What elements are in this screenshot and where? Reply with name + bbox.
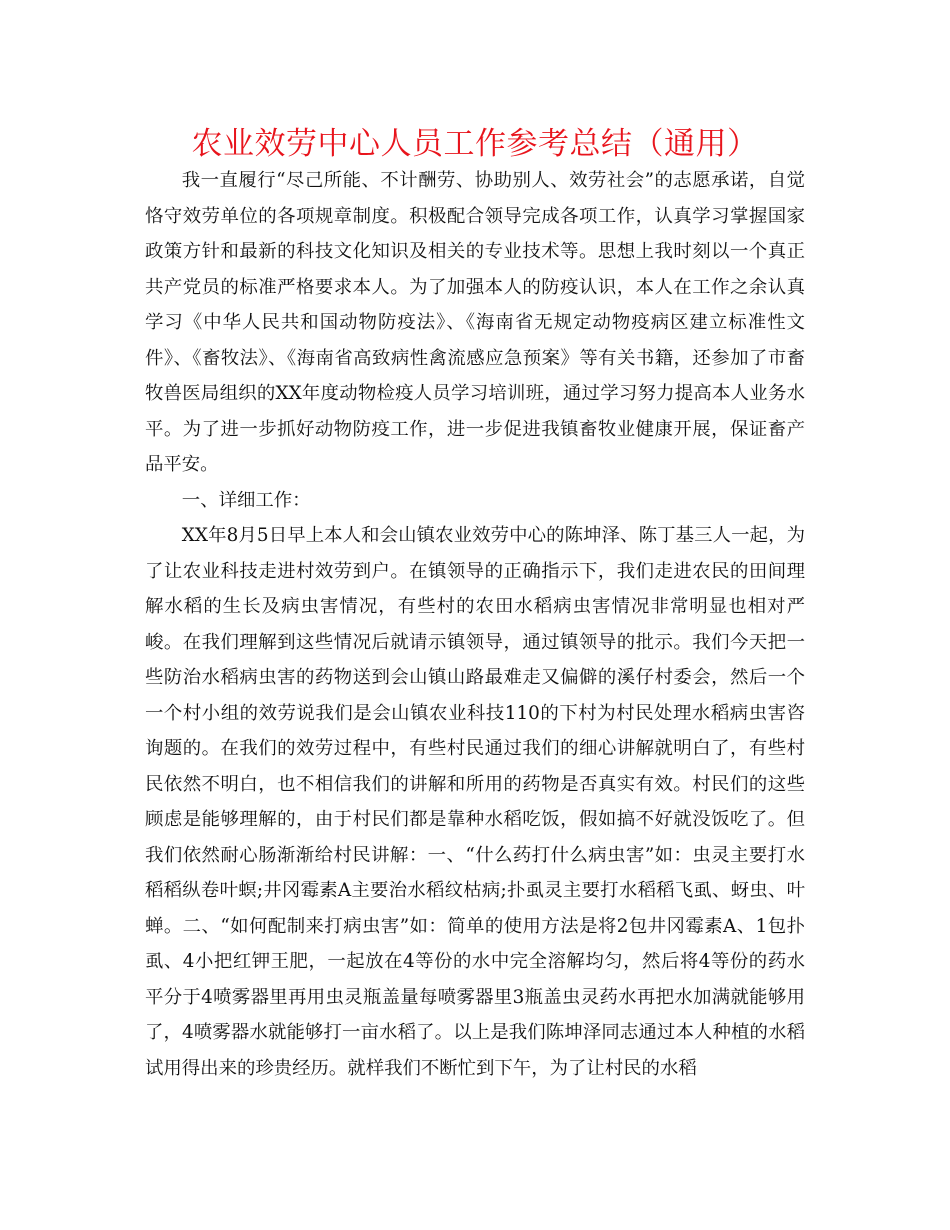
paragraph-intro: 我一直履行“尽己所能、不计酬劳、协助别人、效劳社会”的志愿承诺，自觉恪守效劳单位的各项规章制度。积极配合领导完成各项工作，认真学习掌握国家政策方针和最新的科技文化知识及相关的专业技术等。思想上我时刻以一个真正共产党员的标准严格要求本人。为了加强本人的防疫认识，本人在工作之余认真学习《中华人民共和国动物防疫法》、《海南省无规定动物疫病区建立标准性文件》、《畜牧法》、《海南省高致病性禽流感应急预案》等有关书籍，还参加了市畜牧兽医局组织的XX年度动物检疫人员学习培训班，通过学习努力提高本人业务水平。为了进一步抓好动物防疫工作，进一步促进我镇畜牧业健康开展，保证畜产品平安。 <box>145 170 805 475</box>
document-body <box>145 163 805 1086</box>
paragraph-work-detail: XX年8月5日早上本人和会山镇农业效劳中心的陈坤泽、陈丁基三人一起，为了让农业科技走进村效劳到户。在镇领导的正确指示下，我们走进农民的田间理解水稻的生长及病虫害情况，有些村的农田水稻病虫害情况非常明显也相对严峻。在我们理解到这些情况后就请示镇领导，通过镇领导的批示。我们今天把一些防治水稻病虫害的药物送到会山镇山路最难走又偏僻的溪仔村委会，然后一个一个村小组的效劳说我们是会山镇农业科技110的下村为村民处理水稻病虫害咨询题的。在我们的效劳过程中，有些村民通过我们的细心讲解就明白了，有些村民依然不明白，也不相信我们的讲解和所用的药物是否真实有效。村民们的这些顾虑是能够理解的，由于村民们都是靠种水稻吃饭，假如搞不好就没饭吃了。但我们依然耐心肠渐渐给村民讲解：一、“什么药打什么病虫害”如：虫灵主要打水稻稻纵卷叶螟;井冈霉素A主要治水稻纹枯病;扑虱灵主要打水稻稻飞虱、蚜虫、叶蝉。二、“如何配制来打病虫害”如：简单的使用方法是将2包井冈霉素A、1包扑虱、4小把红钾王肥，一起放在4等份的水中完全溶解均匀，然后将4等份的药水平分于4喷雾器里再用虫灵瓶盖量每喷雾器里3瓶盖虫灵药水再把水加满就能够用了，4喷雾器水就能够打一亩水稻了。以上是我们陈坤泽同志通过本人种植的水稻试用得出来的珍贵经历。就样我们不断忙到下午，为了让村民的水稻 <box>145 525 805 1079</box>
document-title: 农业效劳中心人员工作参考总结（通用） <box>191 126 759 162</box>
section-heading: 一、详细工作： <box>181 489 311 511</box>
